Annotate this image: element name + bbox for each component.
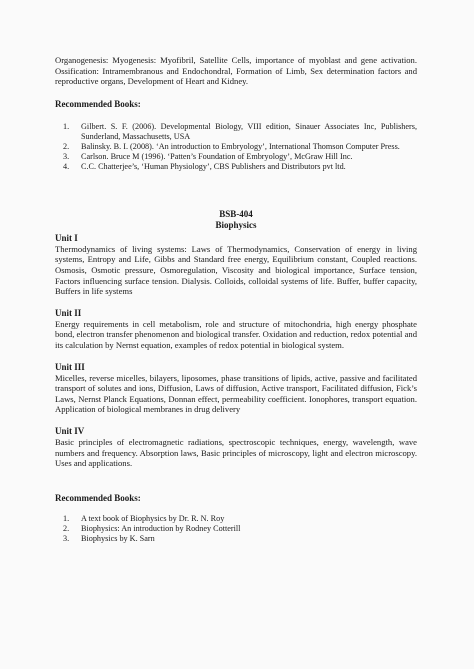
unit-3-text: Micelles, reverse micelles, bilayers, liposomes, phase transitions of lipids, active, passive and facilitated transport of solutes and ions, Diffusion, Laws of diffusion, Active transport, Facilitated diffusion, Fick’s Laws, Nernst Planck Equations, Donnan effect, permeability coefficient. Ionophores, transport equation. Application of biological membranes in drug delivery bbox=[55, 372, 417, 415]
recommended-books-list-1 bbox=[55, 122, 417, 172]
recommended-books-heading-1: Recommended Books: bbox=[55, 98, 141, 109]
unit-2-text: Energy requirements in cell metabolism, role and structure of mitochondria, high energy phosphate bond, electron transfer phenomenon and biological transfer. Oxidation and reduction, redox potential and its calculation by Nernst equation, examples of redox potential in biological system. bbox=[55, 318, 417, 350]
document-page bbox=[55, 55, 417, 544]
unit-1-text: Thermodynamics of living systems: Laws of Thermodynamics, Conservation of energy in living systems, Entropy and Life, Gibbs and Standard free energy, Equilibrium constant, Coupled reactions. Osmosis, Osmotic pressure, Osmoregulation, Viscosity and biological importance, Surface tension, Factors influencing surface tension. Dialysis. Colloids, colloidal systems of life. Buffer, buffer capacity, Buffers in life systems bbox=[55, 243, 417, 297]
book-item: 1. A text book of Biophysics by Dr. R. N. Roy bbox=[63, 513, 225, 523]
book-item: 2. Balinsky. B. I. (2008). ‘An introduction to Embryology’, International Thomson Computer Press. bbox=[63, 141, 400, 151]
organogenesis-paragraph: Organogenesis: Myogenesis: Myofibril, Satellite Cells, importance of myoblast and gene activation. Ossification: Intramembranous and Endochondral, Formation of Limb, Sex determination factors and reproductive organs, Development of Heart and Kidney. bbox=[55, 55, 417, 87]
book-item: 3. Carlson. Bruce M (1996). ‘Patten’s Foundation of Embryology’, McGraw Hill Inc. bbox=[63, 151, 353, 161]
book-item: 3. Biophysics by K. Sarn bbox=[63, 533, 155, 543]
book-item: 1. Gilbert. S. F. (2006). Developmental Biology, VIII edition, Sinauer Associates Inc, Publishers, Sunderland, Massachusetts, USA bbox=[63, 121, 417, 141]
course-code: BSB-404 bbox=[219, 208, 253, 219]
recommended-books-heading-2: Recommended Books: bbox=[55, 492, 141, 503]
course-title: Biophysics bbox=[215, 219, 257, 230]
unit-1-title: Unit I bbox=[55, 232, 78, 243]
book-item: 2. Biophysics: An introduction by Rodney Cotterill bbox=[63, 523, 241, 533]
unit-4-text: Basic principles of electromagnetic radiations, spectroscopic techniques, energy, wavelength, wave numbers and frequency. Absorption laws, Basic principles of microscopy, light and electron microscopy. Uses and applications. bbox=[55, 436, 417, 469]
unit-4-title: Unit IV bbox=[55, 425, 85, 436]
recommended-books-list-2 bbox=[55, 514, 417, 544]
unit-3-title: Unit III bbox=[55, 361, 85, 372]
book-item: 4. C.C. Chatterjee’s, ‘Human Physiology’, CBS Publishers and Distributors pvt ltd. bbox=[63, 161, 346, 171]
unit-2-title: Unit II bbox=[55, 307, 82, 318]
